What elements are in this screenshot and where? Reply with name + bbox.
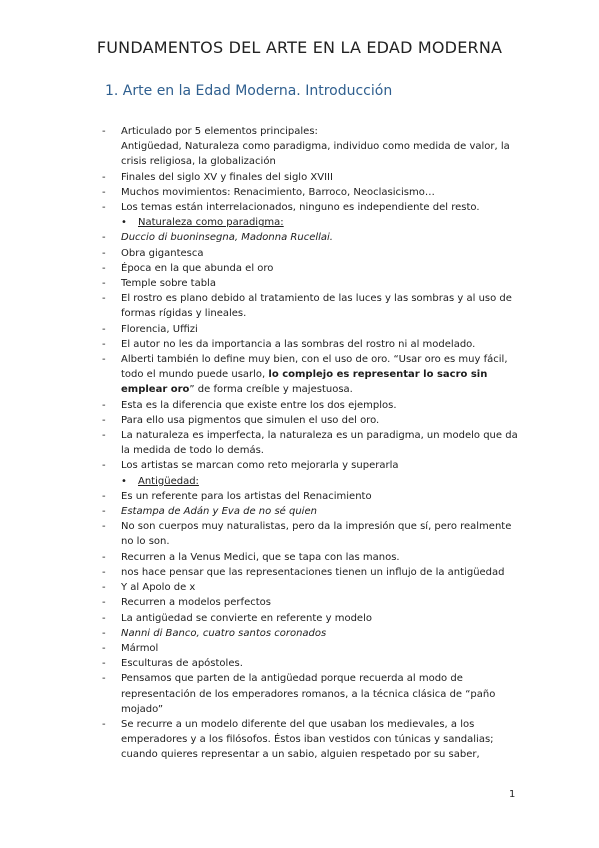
list-item	[102, 413, 522, 428]
list-item	[102, 276, 522, 291]
bullet-marker: •	[121, 217, 127, 229]
list-item	[102, 717, 522, 763]
dash-marker: -	[102, 506, 106, 518]
item-text: Antigüedad, Naturaleza como paradigma, individuo como medida de valor, la crisis religiosa, la globalización	[121, 141, 510, 168]
dash-marker: -	[102, 597, 106, 609]
document-title: FUNDAMENTOS DEL ARTE EN LA EDAD MODERNA	[96, 38, 503, 57]
list-item	[102, 641, 522, 656]
dash-marker: -	[102, 414, 106, 426]
item-text: La naturaleza es imperfecta, la naturaleza es un paradigma, un modelo que da la medida de todo lo demás.	[121, 430, 518, 457]
list-item	[102, 489, 522, 504]
item-text: Se recurre a un modelo diferente del que usaban los medievales, a los emperadores y a los filósofos. Éstos iban vestidos con túnicas y sandalias; cuando quieres representar a un sabio, alguien respetado por su saber,	[121, 718, 494, 761]
dash-marker: -	[102, 430, 106, 442]
item-text: Esculturas de apóstoles.	[121, 658, 243, 670]
dash-marker: -	[102, 323, 106, 335]
dash-marker: -	[102, 673, 106, 685]
dash-marker: -	[102, 232, 106, 244]
item-text: Esta es la diferencia que existe entre los dos ejemplos.	[121, 399, 397, 411]
dash-marker: -	[102, 460, 106, 472]
item-text: Duccio di buoninsegna, Madonna Rucellai.	[121, 232, 333, 244]
dash-marker: -	[102, 566, 106, 578]
item-text: Estampa de Adán y Eva de no sé quien	[121, 506, 317, 518]
dash-marker: -	[102, 627, 106, 639]
list-item	[102, 428, 522, 458]
list-item	[102, 291, 522, 321]
list-item	[102, 185, 522, 200]
item-text: Para ello usa pigmentos que simulen el uso del oro.	[121, 414, 380, 426]
dash-marker: -	[102, 126, 106, 137]
list-item	[102, 200, 522, 215]
dash-marker: -	[102, 718, 106, 730]
dash-marker: -	[102, 612, 106, 624]
dash-marker: -	[102, 642, 106, 654]
item-text: Mármol	[121, 642, 159, 654]
dash-marker: -	[102, 293, 106, 305]
dash-marker: -	[102, 262, 106, 274]
item-text: Finales del siglo XV y finales del siglo XVIII	[121, 171, 333, 183]
list-item	[102, 656, 522, 671]
item-text: Los artistas se marcan como reto mejorarla y superarla	[121, 460, 399, 472]
list-item	[102, 170, 522, 185]
item-text: Florencia, Uffizi	[121, 323, 198, 335]
item-text: Temple sobre tabla	[121, 278, 216, 290]
item-text-continued: ” de forma creíble y majestuosa.	[189, 384, 353, 396]
item-text: No son cuerpos muy naturalistas, pero da la impresión que sí, pero realmente no lo son.	[121, 521, 512, 548]
dash-marker: -	[102, 399, 106, 411]
list-item	[102, 246, 522, 261]
list-item	[102, 626, 522, 641]
section-subheading-item	[102, 474, 522, 489]
list-item	[102, 230, 522, 245]
dash-marker: -	[102, 551, 106, 563]
list-item	[102, 352, 522, 398]
dash-marker: -	[102, 658, 106, 670]
bullet-marker: •	[121, 475, 127, 487]
dash-marker: -	[102, 171, 106, 183]
item-text: El autor no les da importancia a las sombras del rostro ni al modelado.	[121, 338, 476, 350]
list-item	[102, 504, 522, 519]
page-number: 1	[509, 789, 516, 800]
list-item	[102, 611, 522, 626]
dash-marker: -	[102, 354, 106, 366]
item-text: Los temas están interrelacionados, ninguno es independiente del resto.	[121, 202, 480, 214]
list-item	[102, 458, 522, 473]
item-text: Naturaleza como paradigma:	[138, 217, 284, 229]
list-item	[102, 580, 522, 595]
item-text: Alberti también lo define muy bien, con el uso de oro. “Usar oro es muy fácil, todo el mundo puede usarlo,	[121, 354, 508, 381]
item-text: Nanni di Banco, cuatro santos coronados	[121, 627, 327, 639]
item-text: Época en la que abunda el oro	[121, 262, 274, 274]
section-heading: 1. Arte en la Edad Moderna. Introducción	[105, 83, 393, 99]
list-item	[102, 550, 522, 565]
item-bold-text: lo complejo es representar lo sacro sin emplear oro	[121, 369, 488, 396]
list-item	[102, 519, 522, 549]
dash-marker: -	[102, 521, 106, 533]
dash-marker: -	[102, 247, 106, 259]
list-item	[102, 261, 522, 276]
list-item	[102, 398, 522, 413]
dash-marker: -	[102, 582, 106, 594]
item-text: Antigüedad:	[138, 475, 199, 487]
item-text: Pensamos que parten de la antigüedad porque recuerda al modo de representación de los emperadores romanos, a la técnica clásica de “paño mojado”	[121, 673, 496, 715]
item-text: Es un referente para los artistas del Renacimiento	[121, 490, 372, 502]
item-text: Obra gigantesca	[121, 247, 204, 259]
dash-marker: -	[102, 186, 106, 198]
dash-marker: -	[102, 490, 106, 502]
list-item	[102, 337, 522, 352]
list-item	[102, 322, 522, 337]
list-item	[102, 595, 522, 610]
dash-marker: -	[102, 278, 106, 290]
list-item	[102, 139, 522, 169]
section-subheading-item	[102, 215, 522, 230]
item-text: Recurren a la Venus Medici, que se tapa con las manos.	[121, 551, 400, 563]
item-text: El rostro es plano debido al tratamiento de las luces y las sombras y al uso de formas rígidas y lineales.	[121, 293, 512, 320]
list-item	[102, 565, 522, 580]
item-text: Muchos movimientos: Renacimiento, Barroco, Neoclasicismo…	[121, 186, 435, 198]
notes-list	[102, 124, 522, 763]
list-item	[102, 671, 522, 717]
dash-marker: -	[102, 202, 106, 214]
item-text: Recurren a modelos perfectos	[121, 597, 271, 609]
item-text: nos hace pensar que las representaciones tienen un influjo de la antigüedad	[121, 566, 505, 578]
item-text: Y al Apolo de x	[121, 582, 196, 594]
item-text: La antigüedad se convierte en referente y modelo	[121, 612, 372, 624]
dash-marker: -	[102, 338, 106, 350]
item-text: Articulado por 5 elementos principales:	[121, 126, 318, 137]
list-item	[102, 124, 522, 139]
